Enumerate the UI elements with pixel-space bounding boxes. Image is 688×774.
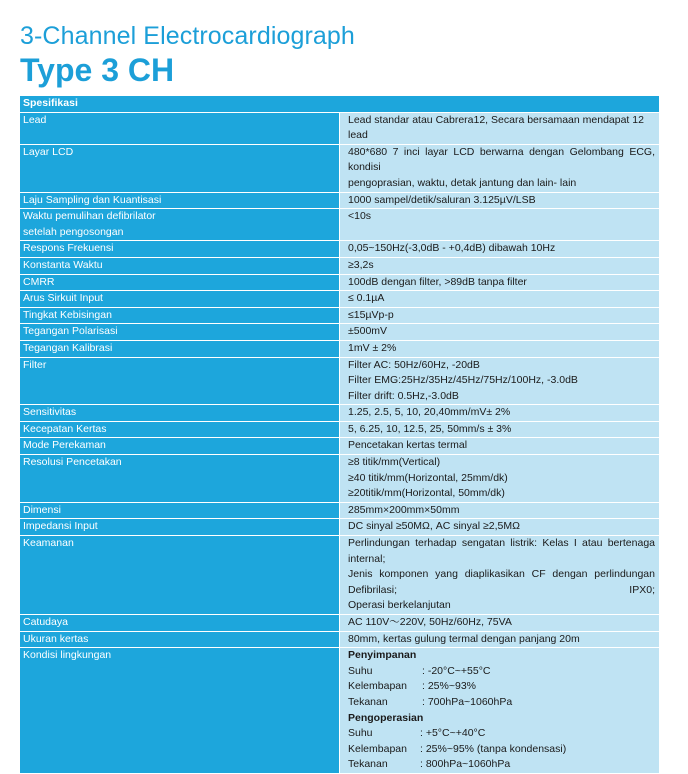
spec-value <box>340 241 660 258</box>
environment-item-value: : +5°C~+40°C <box>420 727 486 740</box>
spec-value-line: Filter drift: 0.5Hz,-3.0dB <box>348 389 459 402</box>
environment-item <box>348 726 578 742</box>
spec-value <box>340 455 660 503</box>
spec-row-catudaya <box>20 615 659 632</box>
environment-item <box>348 757 578 773</box>
spec-row-cmrr <box>20 274 659 291</box>
spec-label: Layar LCD <box>20 144 340 192</box>
spec-row-tegangan-kalibrasi <box>20 340 659 357</box>
spec-value <box>340 112 660 144</box>
spec-label: Konstanta Waktu <box>20 257 340 274</box>
environment-item-key: Kelembapan <box>348 680 407 693</box>
spec-label: Mode Perekaman <box>20 438 340 455</box>
spec-value-line: 5, 6.25, 10, 12.5, 25, 50mm/s ± 3% <box>348 422 512 435</box>
spec-value <box>340 144 660 192</box>
spec-value <box>340 324 660 341</box>
spec-value-line: 100dB dengan filter, >89dB tanpa filter <box>348 275 527 288</box>
product-title: 3-Channel Electrocardiograph <box>20 22 355 50</box>
spec-value <box>340 274 660 291</box>
spec-value <box>340 631 660 648</box>
spec-label <box>20 209 340 241</box>
environment-operation-column <box>348 711 578 773</box>
spec-row-kondisi-lingkungan <box>20 648 659 774</box>
spec-label-line: setelah pengosongan <box>23 225 124 238</box>
spec-table-header <box>20 96 659 112</box>
spec-label: Tingkat Kebisingan <box>20 307 340 324</box>
spec-value <box>340 519 660 536</box>
spec-row-keamanan <box>20 536 659 615</box>
spec-value-line: ≥20titik/mm(Horizontal, 50mm/dk) <box>348 487 505 500</box>
spec-value-line: ≥3,2s <box>348 258 374 271</box>
spec-label: Tegangan Kalibrasi <box>20 340 340 357</box>
spec-label: Arus Sirkuit Input <box>20 291 340 308</box>
spec-value-line: ≤15µVp-p <box>348 308 394 321</box>
spec-label: Laju Sampling dan Kuantisasi <box>20 192 340 209</box>
spec-label: CMRR <box>20 274 340 291</box>
spec-label: Lead <box>20 112 340 144</box>
environment-conditions <box>340 648 660 774</box>
spec-value <box>340 209 660 241</box>
spec-row-filter <box>20 357 659 405</box>
spec-row-konstanta-waktu <box>20 257 659 274</box>
spec-label: Catudaya <box>20 615 340 632</box>
environment-storage-column <box>348 648 548 710</box>
spec-label: Dimensi <box>20 502 340 519</box>
spec-value-line: Perlindungan terhadap sengatan listrik: Kelas I atau bertenaga internal; <box>348 537 655 565</box>
spec-row-waktu-pemulihan-defibrilator-setelah-pengosongan <box>20 209 659 241</box>
spec-value-line: ±500mV <box>348 325 388 338</box>
spec-value-line: ≥40 titik/mm(Horizontal, 25mm/dk) <box>348 471 508 484</box>
spec-value <box>340 291 660 308</box>
environment-item-key: Tekanan <box>348 695 388 708</box>
spec-label: Resolusi Pencetakan <box>20 455 340 503</box>
spec-row-tegangan-polarisasi <box>20 324 659 341</box>
spec-row-kecepatan-kertas <box>20 421 659 438</box>
spec-value-line: <10s <box>348 210 372 223</box>
spec-row-dimensi <box>20 502 659 519</box>
spec-value-line: pengoprasian, waktu, detak jantung dan lain- lain <box>348 176 577 189</box>
spec-row-ukuran-kertas <box>20 631 659 648</box>
spec-label: Sensitivitas <box>20 405 340 422</box>
environment-item <box>348 679 548 695</box>
spec-value-line: Pencetakan kertas termal <box>348 439 468 452</box>
spec-value-line: Filter EMG:25Hz/35Hz/45Hz/75Hz/100Hz, -3.0dB <box>348 374 578 387</box>
environment-item-key: Kelembapan <box>348 742 407 755</box>
spec-row-laju-sampling-dan-kuantisasi <box>20 192 659 209</box>
spec-value-line: Jenis komponen yang diaplikasikan CF dengan perlindungan Defibrilasi; IPX0; <box>348 568 655 596</box>
spec-label: Keamanan <box>20 536 340 615</box>
spec-label: Tegangan Polarisasi <box>20 324 340 341</box>
environment-item <box>348 695 548 711</box>
spec-value-line: 0,05~150Hz(-3,0dB - +0,4dB) dibawah 10Hz <box>348 242 556 255</box>
spec-row-respons-frekuensi <box>20 241 659 258</box>
spec-value <box>340 405 660 422</box>
environment-item-value: : -20°C~+55°C <box>422 664 491 677</box>
spec-row-layar-lcd <box>20 144 659 192</box>
spec-value <box>340 536 660 615</box>
environment-item-value: : 25%~93% <box>422 680 476 693</box>
spec-label: Kondisi lingkungan <box>20 648 340 774</box>
spec-value <box>340 257 660 274</box>
spec-value <box>340 421 660 438</box>
spec-value-line: 285mm×200mm×50mm <box>348 503 460 516</box>
spec-value-line: AC 110V～220V, 50Hz/60Hz, 75VA <box>348 616 512 628</box>
spec-label: Impedansi Input <box>20 519 340 536</box>
spec-table <box>20 96 659 774</box>
spec-value <box>340 307 660 324</box>
environment-item-value: : 25%~95% (tanpa kondensasi) <box>420 742 567 755</box>
spec-label: Respons Frekuensi <box>20 241 340 258</box>
spec-value <box>340 502 660 519</box>
product-type: Type 3 CH <box>20 52 175 88</box>
environment-storage-heading: Penyimpanan <box>348 649 417 662</box>
spec-value-line: 80mm, kertas gulung termal dengan panjang 20m <box>348 632 580 645</box>
spec-label: Kecepatan Kertas <box>20 421 340 438</box>
spec-value <box>340 357 660 405</box>
spec-row-lead <box>20 112 659 144</box>
environment-item-key: Suhu <box>348 727 373 740</box>
spec-label: Ukuran kertas <box>20 631 340 648</box>
spec-value-line: 1.25, 2.5, 5, 10, 20,40mm/mV± 2% <box>348 406 511 419</box>
environment-item <box>348 742 578 758</box>
spec-label-line: Waktu pemulihan defibrilator <box>23 210 156 223</box>
environment-item-value: : 700hPa~1060hPa <box>422 695 513 708</box>
spec-value <box>340 615 660 632</box>
environment-item-key: Tekanan <box>348 758 388 771</box>
spec-value-line: DC sinyal ≥50MΩ, AC sinyal ≥2,5MΩ <box>348 520 520 533</box>
spec-value <box>340 438 660 455</box>
spec-value <box>340 192 660 209</box>
spec-value-line: Operasi berkelanjutan <box>348 599 451 612</box>
environment-item <box>348 664 548 680</box>
environment-operation-heading: Pengoperasian <box>348 711 424 724</box>
spec-value-line: 1mV ± 2% <box>348 341 397 354</box>
spec-row-arus-sirkuit-input <box>20 291 659 308</box>
spec-row-tingkat-kebisingan <box>20 307 659 324</box>
spec-header-label: Spesifikasi <box>20 96 659 112</box>
spec-value-line: Lead standar atau Cabrera12, Secara bersamaan mendapat 12 lead <box>348 113 644 142</box>
environment-item-value: : 800hPa~1060hPa <box>420 758 511 771</box>
spec-row-sensitivitas <box>20 405 659 422</box>
spec-row-impedansi-input <box>20 519 659 536</box>
spec-value-line: 480*680 7 inci layar LCD berwarna dengan Gelombang ECG, kondisi <box>348 145 655 174</box>
spec-row-mode-perekaman <box>20 438 659 455</box>
spec-value-line: ≥8 titik/mm(Vertical) <box>348 456 441 469</box>
spec-value-line: ≤ 0.1µA <box>348 292 385 305</box>
spec-row-resolusi-pencetakan <box>20 455 659 503</box>
spec-value <box>340 340 660 357</box>
spec-value-line: Filter AC: 50Hz/60Hz, -20dB <box>348 358 480 371</box>
environment-item-key: Suhu <box>348 664 373 677</box>
spec-value-line: 1000 sampel/detik/saluran 3.125µV/LSB <box>348 193 536 206</box>
spec-label: Filter <box>20 357 340 405</box>
